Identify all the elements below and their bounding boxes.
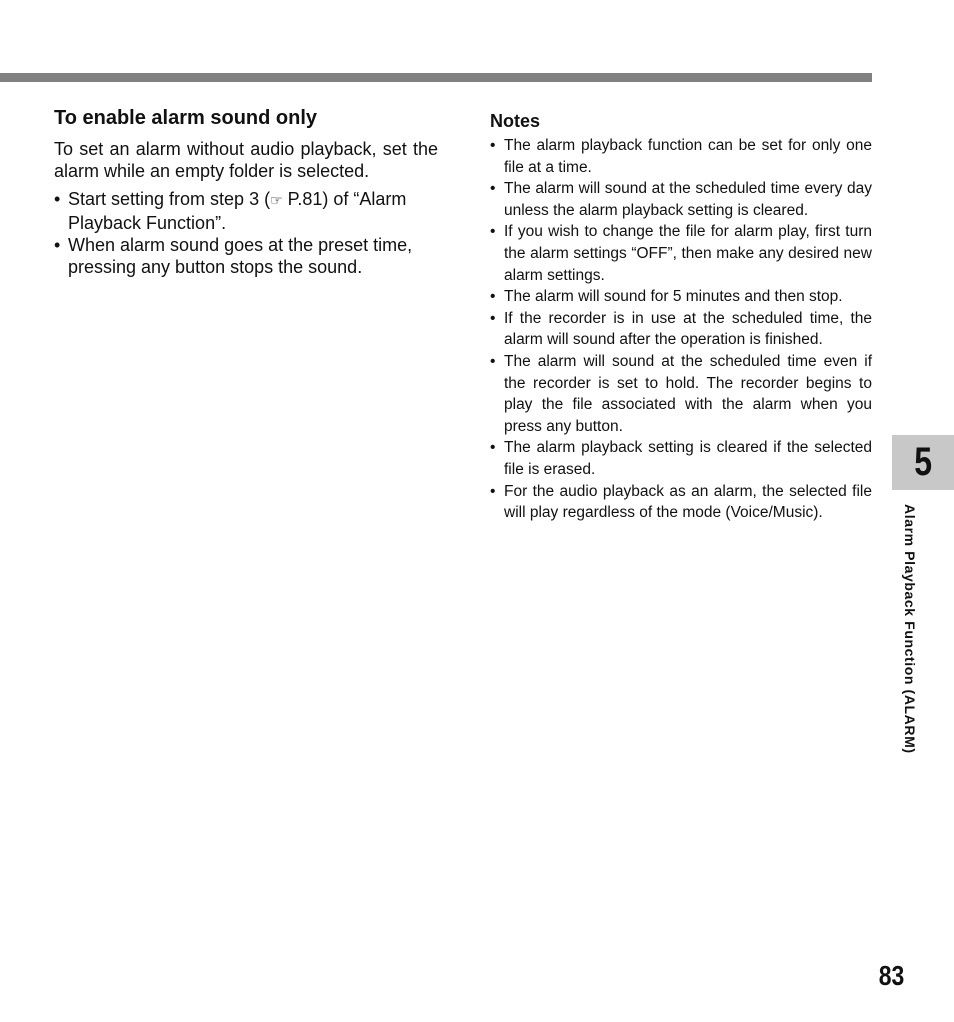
notes-column [490,110,872,524]
section-heading: To enable alarm sound only [54,107,318,129]
list-item: • The alarm will sound for 5 minutes and then stop. [490,286,872,308]
steps-list [54,188,438,278]
list-item: • When alarm sound goes at the preset time, pressing any button stops the sound. [54,234,438,278]
list-item: • If you wish to change the file for alarm play, first turn the alarm settings “OFF”, then make any desired new alarm settings. [490,221,872,286]
list-item: • If the recorder is in use at the scheduled time, the alarm will sound after the operation is finished. [490,308,872,351]
list-item: • The alarm will sound at the scheduled time even if the recorder is set to hold. The recorder begins to play the file associated with the alarm when you press any button. [490,351,872,437]
chapter-number: 5 [914,440,932,484]
page-number: 83 [878,960,905,991]
top-divider [0,73,872,82]
chapter-tab [892,435,954,490]
list-item: • The alarm playback setting is cleared if the selected file is erased. [490,437,872,480]
list-item: • The alarm playback function can be set for only one file at a time. [490,135,872,178]
page-reference-icon: ☞ [270,193,283,209]
notes-list [490,135,872,524]
chapter-side-label: Alarm Playback Function (ALARM) [902,504,918,754]
notes-heading: Notes [490,111,541,131]
intro-paragraph: To set an alarm without audio playback, set the alarm while an empty folder is selected. [54,139,438,181]
left-column [54,106,438,278]
list-item: • Start setting from step 3 (☞ P.81) of “Alarm Playback Function”. [54,188,438,234]
list-item: • The alarm will sound at the scheduled time every day unless the alarm playback setting is cleared. [490,178,872,221]
list-item: • For the audio playback as an alarm, the selected file will play regardless of the mode (Voice/Music). [490,481,872,524]
